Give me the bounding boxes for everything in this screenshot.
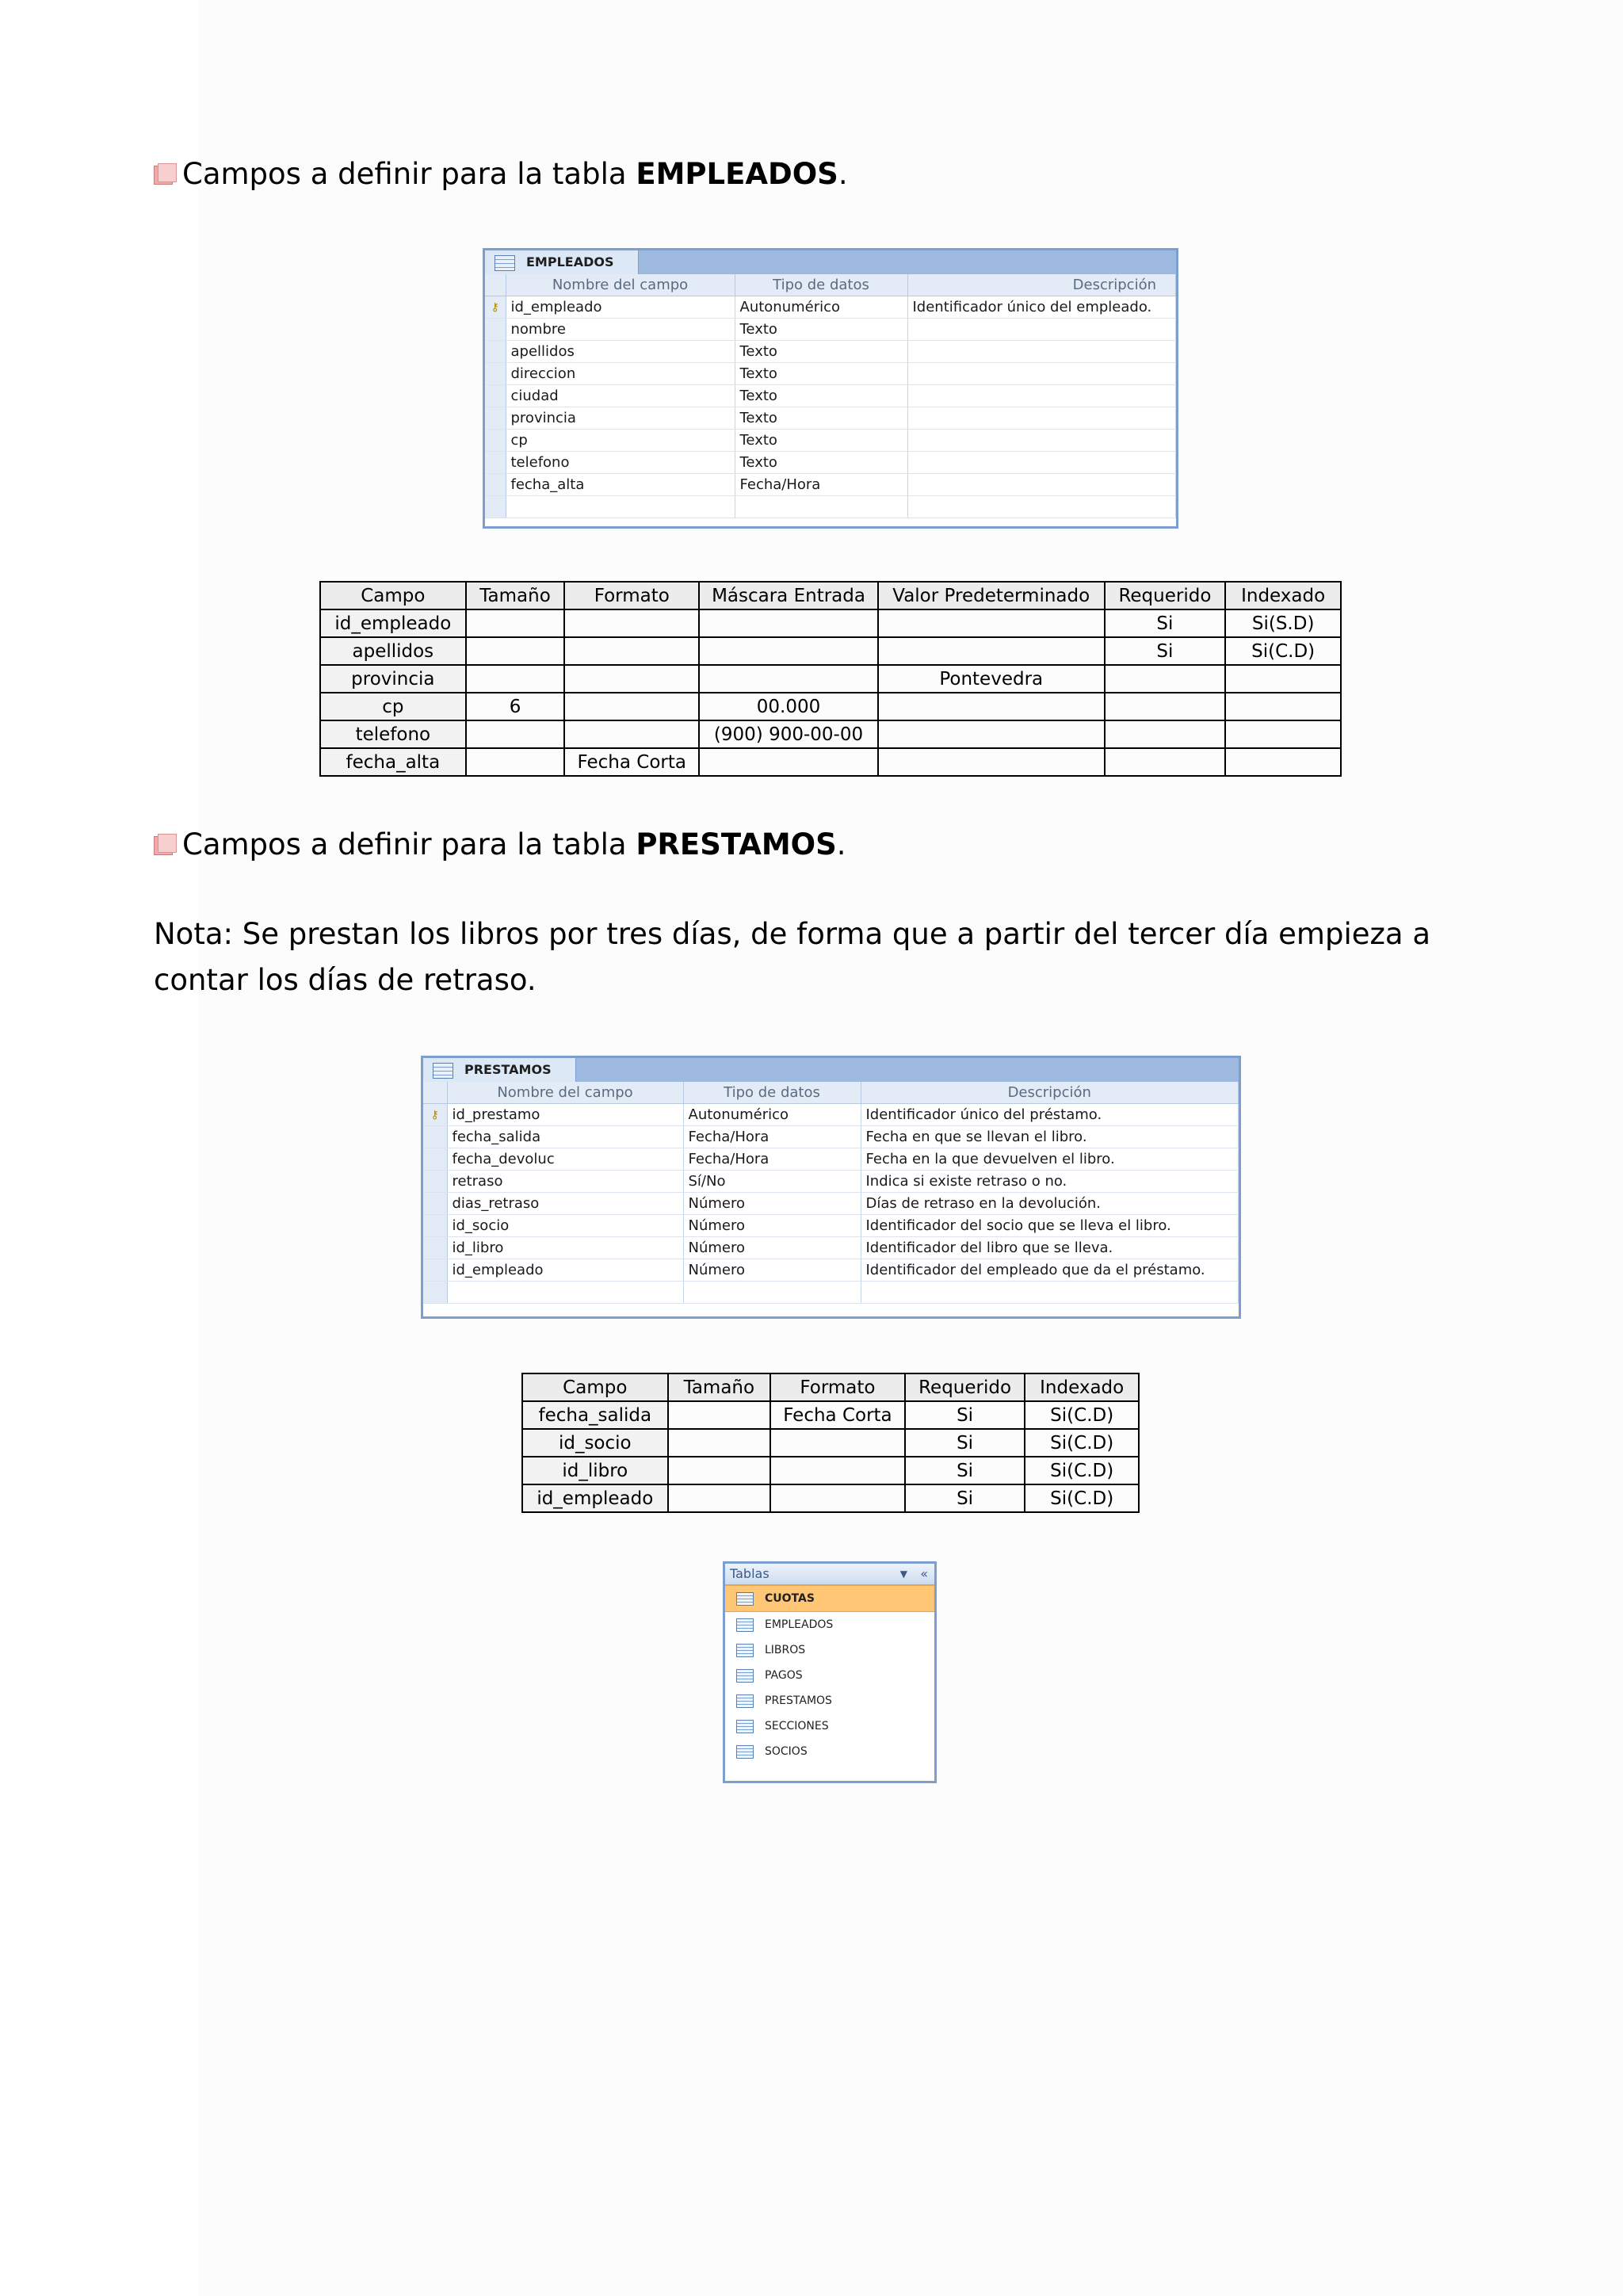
nav-item-label: SOCIOS: [765, 1745, 808, 1758]
table-icon: [736, 1669, 754, 1683]
property-cell: [1225, 748, 1341, 776]
property-cell: 00.000: [699, 693, 878, 720]
property-cell: Si: [905, 1401, 1025, 1429]
field-name-cell[interactable]: fecha_devoluc: [447, 1148, 683, 1171]
field-name-cell[interactable]: nombre: [506, 319, 735, 341]
data-type-cell[interactable]: Texto: [735, 452, 907, 474]
design-row[interactable]: [485, 407, 1176, 430]
property-cell: [699, 609, 878, 637]
data-type-cell[interactable]: Sí/No: [683, 1171, 861, 1193]
field-cell: apellidos: [320, 637, 466, 665]
table-row: [522, 1457, 1139, 1484]
field-name-cell[interactable]: cp: [506, 430, 735, 452]
property-cell: Si: [1105, 609, 1226, 637]
property-cell: Fecha Corta: [770, 1401, 905, 1429]
nav-item-list: [725, 1585, 934, 1764]
property-cell: Si(C.D): [1025, 1401, 1139, 1429]
property-cell: [668, 1457, 771, 1484]
column-header: Máscara Entrada: [699, 582, 878, 609]
field-name-cell[interactable]: telefono: [506, 452, 735, 474]
data-type-cell[interactable]: Texto: [735, 363, 907, 385]
description-cell[interactable]: [907, 407, 1176, 430]
empty-cell[interactable]: [907, 496, 1176, 518]
table-icon: [736, 1618, 754, 1632]
design-row-empty[interactable]: [423, 1282, 1239, 1304]
field-cell: id_socio: [522, 1429, 668, 1457]
property-cell: [668, 1401, 771, 1429]
description-cell[interactable]: Identificador del socio que se lleva el libro.: [861, 1215, 1239, 1237]
table-icon: [495, 255, 515, 271]
table-row: [522, 1484, 1139, 1512]
description-cell[interactable]: Fecha en la que devuelven el libro.: [861, 1148, 1239, 1171]
description-cell[interactable]: Identificador único del empleado.: [907, 296, 1176, 319]
table-icon: [433, 1063, 453, 1079]
property-cell: [1225, 720, 1341, 748]
column-header: Campo: [320, 582, 466, 609]
field-name-cell[interactable]: fecha_salida: [447, 1126, 683, 1148]
field-name-cell[interactable]: id_socio: [447, 1215, 683, 1237]
design-grid: [485, 274, 1176, 518]
nav-item-cuotas[interactable]: [725, 1585, 934, 1612]
design-row[interactable]: [423, 1171, 1239, 1193]
column-header-field-name[interactable]: Nombre del campo: [506, 274, 735, 296]
tab-label: PRESTAMOS: [464, 1062, 552, 1077]
design-row[interactable]: [485, 430, 1176, 452]
empleados-properties-table: [319, 581, 1342, 777]
field-cell: fecha_salida: [522, 1401, 668, 1429]
field-cell: telefono: [320, 720, 466, 748]
design-row[interactable]: [423, 1259, 1239, 1282]
property-cell: [699, 637, 878, 665]
tab-bar: [423, 1058, 1239, 1082]
row-selector[interactable]: [485, 496, 506, 518]
property-cell: [564, 609, 699, 637]
row-selector[interactable]: [485, 363, 506, 385]
property-cell: [770, 1457, 905, 1484]
nav-pane-title: Tablas: [730, 1566, 769, 1581]
design-row[interactable]: [423, 1237, 1239, 1259]
row-selector[interactable]: [485, 407, 506, 430]
column-header-field-name[interactable]: Nombre del campo: [447, 1082, 683, 1104]
data-type-cell[interactable]: Número: [683, 1237, 861, 1259]
design-row-empty[interactable]: [485, 496, 1176, 518]
tab-bar: [485, 250, 1176, 274]
property-cell: Si: [905, 1429, 1025, 1457]
field-cell: cp: [320, 693, 466, 720]
field-cell: id_libro: [522, 1457, 668, 1484]
row-selector-header[interactable]: [423, 1082, 447, 1104]
property-cell: Si(C.D): [1025, 1457, 1139, 1484]
row-selector[interactable]: [423, 1215, 447, 1237]
property-cell: Si(C.D): [1225, 637, 1341, 665]
property-cell: [564, 637, 699, 665]
nav-item-socios[interactable]: [725, 1739, 934, 1764]
heading-text: Campos a definir para la tabla: [182, 827, 636, 861]
nav-item-prestamos[interactable]: [725, 1688, 934, 1713]
property-cell: [564, 665, 699, 693]
empty-cell[interactable]: [683, 1282, 861, 1304]
description-cell[interactable]: [907, 319, 1176, 341]
nav-item-label: EMPLEADOS: [765, 1618, 834, 1631]
bullet-icon: [154, 163, 176, 185]
table-row: [320, 748, 1341, 776]
property-cell: Si(S.D): [1225, 609, 1341, 637]
table-row: [320, 693, 1341, 720]
data-type-cell[interactable]: Número: [683, 1259, 861, 1282]
column-header: Tamaño: [466, 582, 565, 609]
dropdown-arrow-icon[interactable]: ▼: [899, 1568, 907, 1580]
field-name-cell[interactable]: direccion: [506, 363, 735, 385]
description-cell[interactable]: Identificador único del préstamo.: [861, 1104, 1239, 1126]
design-row[interactable]: [485, 474, 1176, 496]
property-cell: [466, 748, 565, 776]
description-cell[interactable]: Identificador del empleado que da el préstamo.: [861, 1259, 1239, 1282]
column-header: Tamaño: [668, 1373, 771, 1401]
nav-item-label: CUOTAS: [765, 1592, 815, 1605]
field-name-cell[interactable]: id_libro: [447, 1237, 683, 1259]
description-cell[interactable]: [907, 474, 1176, 496]
nav-item-pagos[interactable]: [725, 1663, 934, 1688]
collapse-pane-icon[interactable]: «: [920, 1566, 928, 1581]
note-paragraph: Nota: Se prestan los libros por tres días, de forma que a partir del tercer día empieza a contar los días de retraso.: [154, 917, 1431, 997]
property-cell: [1105, 693, 1226, 720]
table-icon: [736, 1745, 754, 1759]
property-cell: [878, 693, 1105, 720]
nav-item-label: PRESTAMOS: [765, 1694, 832, 1707]
table-icon: [736, 1644, 754, 1657]
section-heading-prestamos: [154, 827, 846, 862]
property-cell: [1105, 665, 1226, 693]
data-type-cell[interactable]: Fecha/Hora: [683, 1126, 861, 1148]
table-row: [320, 720, 1341, 748]
data-type-cell[interactable]: Texto: [735, 385, 907, 407]
row-selector-header[interactable]: [485, 274, 506, 296]
design-row[interactable]: [485, 319, 1176, 341]
data-type-cell[interactable]: Autonumérico: [683, 1104, 861, 1126]
field-cell: provincia: [320, 665, 466, 693]
nav-item-label: PAGOS: [765, 1669, 803, 1682]
description-cell[interactable]: [907, 385, 1176, 407]
property-cell: [1225, 693, 1341, 720]
design-grid: [423, 1082, 1239, 1304]
description-cell[interactable]: Fecha en que se llevan el libro.: [861, 1126, 1239, 1148]
design-row[interactable]: [423, 1126, 1239, 1148]
field-name-cell[interactable]: fecha_alta: [506, 474, 735, 496]
description-cell[interactable]: Identificador del libro que se lleva.: [861, 1237, 1239, 1259]
design-row[interactable]: [423, 1104, 1239, 1126]
column-header: Formato: [770, 1373, 905, 1401]
row-selector[interactable]: [485, 385, 506, 407]
property-cell: [770, 1429, 905, 1457]
column-header: Indexado: [1025, 1373, 1139, 1401]
property-cell: 6: [466, 693, 565, 720]
field-name-cell[interactable]: retraso: [447, 1171, 683, 1193]
property-cell: [699, 748, 878, 776]
property-cell: [878, 609, 1105, 637]
design-row[interactable]: [485, 363, 1176, 385]
column-header-data-type[interactable]: Tipo de datos: [735, 274, 907, 296]
tab-empleados[interactable]: [485, 250, 639, 274]
data-type-cell[interactable]: Texto: [735, 430, 907, 452]
description-cell[interactable]: [907, 341, 1176, 363]
data-type-cell[interactable]: Número: [683, 1193, 861, 1215]
description-cell[interactable]: [907, 363, 1176, 385]
empleados-design-view[interactable]: [483, 248, 1178, 529]
heading-table-name: EMPLEADOS: [636, 157, 838, 191]
table-row: [320, 665, 1341, 693]
property-cell: [466, 665, 565, 693]
column-header-data-type[interactable]: Tipo de datos: [683, 1082, 861, 1104]
primary-key-icon[interactable]: ⚷: [485, 296, 506, 319]
row-selector[interactable]: [423, 1148, 447, 1171]
prestamos-properties-table: [521, 1373, 1140, 1513]
description-cell[interactable]: [907, 430, 1176, 452]
design-row[interactable]: [423, 1215, 1239, 1237]
property-cell: Fecha Corta: [564, 748, 699, 776]
field-name-cell[interactable]: id_empleado: [447, 1259, 683, 1282]
nav-item-secciones[interactable]: [725, 1713, 934, 1739]
property-cell: [668, 1484, 771, 1512]
field-name-cell[interactable]: dias_retraso: [447, 1193, 683, 1215]
data-type-cell[interactable]: Autonumérico: [735, 296, 907, 319]
design-row[interactable]: [485, 296, 1176, 319]
nav-item-label: LIBROS: [765, 1644, 806, 1656]
column-header-description[interactable]: Descripción: [907, 274, 1176, 296]
heading-suffix: .: [836, 827, 846, 861]
field-name-cell[interactable]: ciudad: [506, 385, 735, 407]
description-cell[interactable]: Días de retraso en la devolución.: [861, 1193, 1239, 1215]
property-cell: [564, 720, 699, 748]
heading-table-name: PRESTAMOS: [636, 827, 837, 861]
row-selector[interactable]: [423, 1126, 447, 1148]
table-icon: [736, 1720, 754, 1733]
property-cell: Si(C.D): [1025, 1429, 1139, 1457]
design-row[interactable]: [485, 452, 1176, 474]
design-row[interactable]: [423, 1148, 1239, 1171]
property-cell: Pontevedra: [878, 665, 1105, 693]
property-cell: [1105, 748, 1226, 776]
column-header: Requerido: [905, 1373, 1025, 1401]
row-selector[interactable]: [485, 319, 506, 341]
property-cell: [466, 720, 565, 748]
property-cell: [1225, 665, 1341, 693]
column-header-description[interactable]: Descripción: [861, 1082, 1239, 1104]
bullet-icon: [154, 834, 176, 856]
column-header: Valor Predeterminado: [878, 582, 1105, 609]
property-cell: Si(C.D): [1025, 1484, 1139, 1512]
field-name-cell[interactable]: id_prestamo: [447, 1104, 683, 1126]
property-cell: [466, 637, 565, 665]
row-selector[interactable]: [423, 1259, 447, 1282]
row-selector[interactable]: [485, 341, 506, 363]
column-header: Formato: [564, 582, 699, 609]
property-cell: (900) 900-00-00: [699, 720, 878, 748]
property-cell: [668, 1429, 771, 1457]
empty-cell[interactable]: [506, 496, 735, 518]
property-cell: [466, 609, 565, 637]
property-cell: [1105, 720, 1226, 748]
column-header: Campo: [522, 1373, 668, 1401]
design-row[interactable]: [423, 1193, 1239, 1215]
prestamos-design-view[interactable]: [421, 1056, 1241, 1319]
nav-item-libros[interactable]: [725, 1637, 934, 1663]
nav-item-empleados[interactable]: [725, 1612, 934, 1637]
design-row[interactable]: [485, 385, 1176, 407]
primary-key-icon[interactable]: ⚷: [423, 1104, 447, 1126]
property-cell: Si: [1105, 637, 1226, 665]
empty-cell[interactable]: [447, 1282, 683, 1304]
property-cell: Si: [905, 1484, 1025, 1512]
tab-label: EMPLEADOS: [526, 254, 614, 269]
tab-prestamos[interactable]: [423, 1058, 576, 1082]
table-row: [320, 609, 1341, 637]
property-cell: Si: [905, 1457, 1025, 1484]
column-header: Requerido: [1105, 582, 1226, 609]
property-cell: [878, 637, 1105, 665]
data-type-cell[interactable]: Número: [683, 1215, 861, 1237]
data-type-cell[interactable]: Texto: [735, 407, 907, 430]
field-name-cell[interactable]: apellidos: [506, 341, 735, 363]
column-header: Indexado: [1225, 582, 1341, 609]
property-cell: [878, 748, 1105, 776]
table-row: [522, 1429, 1139, 1457]
row-selector[interactable]: [423, 1237, 447, 1259]
row-selector[interactable]: [485, 452, 506, 474]
table-row: [522, 1401, 1139, 1429]
section-heading-empleados: [154, 157, 848, 192]
empty-cell[interactable]: [861, 1282, 1239, 1304]
property-cell: [770, 1484, 905, 1512]
field-cell: fecha_alta: [320, 748, 466, 776]
data-type-cell[interactable]: Texto: [735, 319, 907, 341]
field-cell: id_empleado: [320, 609, 466, 637]
property-cell: [699, 665, 878, 693]
data-type-cell[interactable]: Fecha/Hora: [735, 474, 907, 496]
row-selector[interactable]: [423, 1193, 447, 1215]
heading-suffix: .: [838, 157, 848, 191]
field-cell: id_empleado: [522, 1484, 668, 1512]
data-type-cell[interactable]: Fecha/Hora: [683, 1148, 861, 1171]
property-cell: [564, 693, 699, 720]
field-name-cell[interactable]: provincia: [506, 407, 735, 430]
design-row[interactable]: [485, 341, 1176, 363]
heading-text: Campos a definir para la tabla: [182, 157, 636, 191]
nav-item-label: SECCIONES: [765, 1720, 829, 1733]
property-cell: [878, 720, 1105, 748]
field-name-cell[interactable]: id_empleado: [506, 296, 735, 319]
empty-cell[interactable]: [735, 496, 907, 518]
row-selector[interactable]: [423, 1282, 447, 1304]
row-selector[interactable]: [423, 1171, 447, 1193]
description-cell[interactable]: [907, 452, 1176, 474]
table-icon: [736, 1592, 754, 1606]
nav-pane-header[interactable]: [725, 1564, 934, 1585]
row-selector[interactable]: [485, 474, 506, 496]
description-cell[interactable]: Indica si existe retraso o no.: [861, 1171, 1239, 1193]
row-selector[interactable]: [485, 430, 506, 452]
tables-navigation-pane[interactable]: [723, 1561, 937, 1783]
table-row: [320, 637, 1341, 665]
data-type-cell[interactable]: Texto: [735, 341, 907, 363]
table-icon: [736, 1694, 754, 1708]
